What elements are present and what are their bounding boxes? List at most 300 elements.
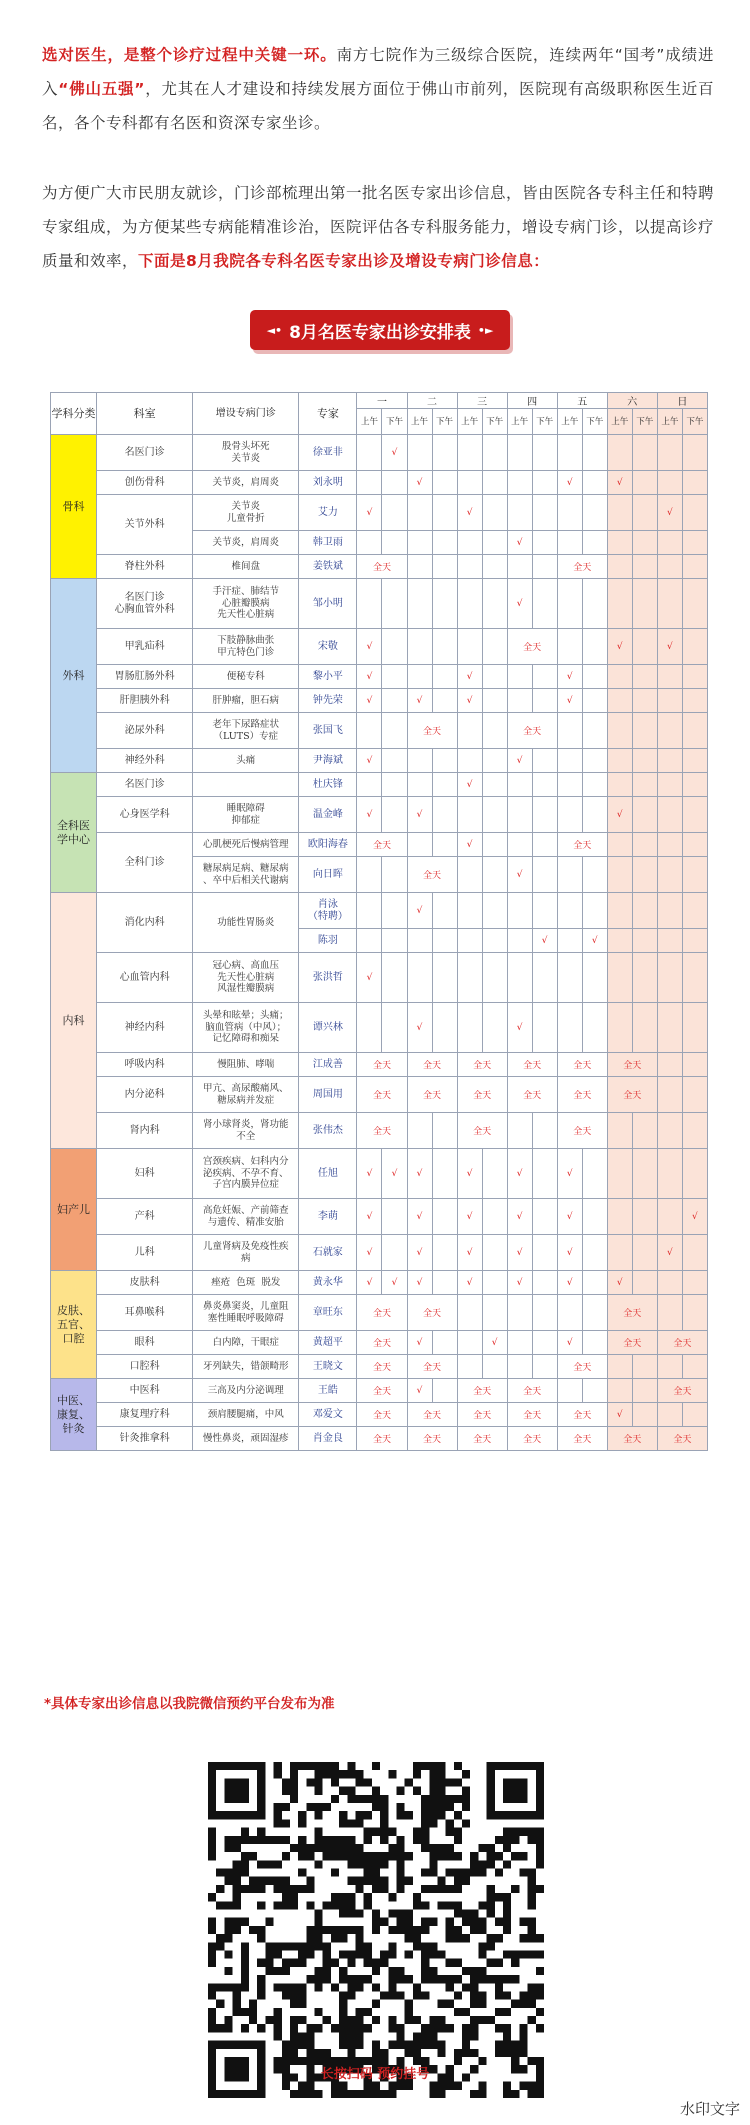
table-row — [51, 713, 708, 749]
specialty-cell: 头痛 — [193, 749, 299, 773]
schedule-cell — [582, 629, 607, 665]
dept-cell: 产科 — [97, 1199, 193, 1235]
schedule-cell: 全天 — [607, 1331, 657, 1355]
schedule-cell — [532, 1235, 557, 1271]
schedule-cell — [357, 471, 382, 495]
schedule-cell: √ — [382, 1149, 407, 1199]
schedule-cell — [482, 1199, 507, 1235]
schedule-cell — [432, 689, 457, 713]
header-am: 上午 — [357, 409, 382, 435]
schedule-cell — [507, 833, 532, 857]
schedule-cell: √ — [657, 629, 682, 665]
schedule-cell: 全天 — [357, 1077, 407, 1113]
expert-cell: 周国用 — [299, 1077, 357, 1113]
schedule-cell — [657, 1271, 682, 1295]
schedule-cell — [532, 531, 557, 555]
category-cell: 内科 — [51, 893, 97, 1149]
schedule-cell: √ — [657, 1235, 682, 1271]
schedule-cell — [607, 857, 632, 893]
header-am: 上午 — [557, 409, 582, 435]
schedule-cell — [532, 689, 557, 713]
schedule-cell — [657, 1295, 682, 1331]
schedule-cell — [432, 929, 457, 953]
schedule-cell — [532, 833, 557, 857]
schedule-cell — [532, 495, 557, 531]
schedule-cell — [457, 797, 482, 833]
category-cell: 骨科 — [51, 435, 97, 579]
schedule-cell — [682, 1271, 707, 1295]
table-row — [51, 1003, 708, 1053]
schedule-cell — [382, 773, 407, 797]
schedule-cell — [382, 1003, 407, 1053]
schedule-cell — [507, 773, 532, 797]
schedule-cell — [632, 953, 657, 1003]
schedule-cell — [657, 1149, 682, 1199]
schedule-cell — [607, 929, 632, 953]
schedule-cell — [507, 929, 532, 953]
schedule-cell: √ — [407, 797, 432, 833]
schedule-cell — [532, 579, 557, 629]
qr-code-image[interactable] — [208, 1762, 544, 2098]
specialty-cell: 肾小球肾炎，肾功能 不全 — [193, 1113, 299, 1149]
schedule-cell — [582, 689, 607, 713]
schedule-cell: 全天 — [407, 1295, 457, 1331]
schedule-cell — [457, 929, 482, 953]
schedule-cell: √ — [457, 1271, 482, 1295]
schedule-cell: √ — [557, 1331, 582, 1355]
expert-cell: 肖泳 （特聘） — [299, 893, 357, 929]
table-row — [51, 471, 708, 495]
schedule-cell — [657, 857, 682, 893]
schedule-cell — [532, 471, 557, 495]
left-arrow-icon: ◄• — [266, 323, 283, 337]
schedule-cell — [682, 953, 707, 1003]
schedule-cell — [607, 713, 632, 749]
schedule-cell — [357, 713, 382, 749]
schedule-cell — [682, 1077, 707, 1113]
schedule-cell: 全天 — [407, 1077, 457, 1113]
schedule-cell — [432, 773, 457, 797]
schedule-cell — [407, 1113, 432, 1149]
schedule-cell — [657, 749, 682, 773]
header-day: 五 — [557, 393, 607, 409]
schedule-cell — [607, 1379, 632, 1403]
schedule-cell: √ — [457, 689, 482, 713]
table-row — [51, 1379, 708, 1403]
dept-cell: 名医门诊 — [97, 773, 193, 797]
header-am: 上午 — [657, 409, 682, 435]
schedule-cell — [632, 749, 657, 773]
schedule-cell: √ — [407, 893, 432, 929]
schedule-cell — [682, 435, 707, 471]
schedule-cell — [357, 531, 382, 555]
schedule-cell — [657, 1403, 682, 1427]
schedule-cell — [407, 555, 432, 579]
schedule-cell — [432, 495, 457, 531]
schedule-cell — [482, 1003, 507, 1053]
schedule-cell — [582, 495, 607, 531]
schedule-cell — [432, 749, 457, 773]
schedule-cell — [482, 833, 507, 857]
schedule-cell — [382, 579, 407, 629]
schedule-cell — [357, 857, 382, 893]
schedule-cell — [607, 689, 632, 713]
schedule-cell — [657, 1199, 682, 1235]
specialty-cell: 宫颈疾病、妇科内分 泌疾病、不孕不育、 子宫内膜异位症 — [193, 1149, 299, 1199]
schedule-cell — [557, 495, 582, 531]
schedule-cell — [532, 893, 557, 929]
schedule-cell — [532, 797, 557, 833]
schedule-cell: 全天 — [607, 1427, 657, 1451]
specialty-cell: 便秘专科 — [193, 665, 299, 689]
schedule-cell — [682, 893, 707, 929]
dept-cell: 皮肤科 — [97, 1271, 193, 1295]
schedule-cell — [607, 833, 632, 857]
schedule-cell — [632, 629, 657, 665]
schedule-cell: √ — [457, 495, 482, 531]
expert-cell: 温金峰 — [299, 797, 357, 833]
schedule-cell — [432, 531, 457, 555]
schedule-cell — [432, 893, 457, 929]
schedule-cell: √ — [357, 1271, 382, 1295]
expert-cell: 王皓 — [299, 1379, 357, 1403]
schedule-cell — [407, 579, 432, 629]
expert-cell: 王晓文 — [299, 1355, 357, 1379]
schedule-cell: √ — [507, 531, 532, 555]
schedule-cell: √ — [607, 1403, 632, 1427]
header-dept: 科室 — [97, 393, 193, 435]
schedule-cell — [682, 629, 707, 665]
schedule-cell — [607, 749, 632, 773]
schedule-cell — [407, 495, 432, 531]
schedule-cell — [382, 953, 407, 1003]
header-day: 一 — [357, 393, 407, 409]
schedule-cell — [632, 893, 657, 929]
schedule-cell: √ — [507, 1003, 532, 1053]
category-cell: 妇产儿 — [51, 1149, 97, 1271]
schedule-cell: 全天 — [457, 1113, 507, 1149]
schedule-cell — [682, 713, 707, 749]
schedule-cell — [482, 857, 507, 893]
expert-cell: 肖金良 — [299, 1427, 357, 1451]
schedule-cell: 全天 — [557, 555, 607, 579]
schedule-cell — [682, 665, 707, 689]
schedule-cell: √ — [357, 629, 382, 665]
header-day: 三 — [457, 393, 507, 409]
schedule-cell: 全天 — [507, 1427, 557, 1451]
schedule-cell — [382, 929, 407, 953]
schedule-cell: 全天 — [557, 833, 607, 857]
schedule-cell — [432, 953, 457, 1003]
schedule-cell — [407, 665, 432, 689]
schedule-cell: 全天 — [607, 1295, 657, 1331]
schedule-cell: √ — [357, 665, 382, 689]
schedule-cell: 全天 — [357, 1379, 407, 1403]
schedule-cell — [682, 531, 707, 555]
schedule-cell — [407, 531, 432, 555]
specialty-cell: 手汗症、肺结节 心脏瓣膜病 先天性心脏病 — [193, 579, 299, 629]
header-day: 日 — [657, 393, 707, 409]
specialty-cell: 睡眠障碍 抑郁症 — [193, 797, 299, 833]
schedule-cell — [682, 749, 707, 773]
table-row — [51, 833, 708, 857]
schedule-cell — [457, 749, 482, 773]
header-day: 六 — [607, 393, 657, 409]
schedule-cell — [407, 629, 432, 665]
schedule-cell — [532, 1331, 557, 1355]
specialty-cell: 高危妊娠、产前筛查 与遗传、精准安胎 — [193, 1199, 299, 1235]
schedule-cell: √ — [607, 471, 632, 495]
dept-cell: 胃肠肛肠外科 — [97, 665, 193, 689]
schedule-cell — [657, 555, 682, 579]
dept-cell: 康复理疗科 — [97, 1403, 193, 1427]
schedule-cell: 全天 — [657, 1379, 707, 1403]
specialty-cell: 慢阻肺、哮喘 — [193, 1053, 299, 1077]
schedule-cell — [607, 435, 632, 471]
specialty-cell: 儿童肾病及免疫性疾 病 — [193, 1235, 299, 1271]
schedule-cell — [607, 1199, 632, 1235]
schedule-cell: 全天 — [507, 713, 557, 749]
schedule-cell — [432, 665, 457, 689]
schedule-cell: √ — [407, 471, 432, 495]
schedule-cell — [482, 531, 507, 555]
schedule-cell — [582, 1379, 607, 1403]
schedule-cell — [482, 1235, 507, 1271]
schedule-cell — [682, 773, 707, 797]
schedule-cell: 全天 — [557, 1427, 607, 1451]
schedule-cell — [482, 495, 507, 531]
schedule-cell — [632, 797, 657, 833]
schedule-cell — [632, 773, 657, 797]
schedule-cell — [632, 1355, 657, 1379]
schedule-cell: √ — [657, 495, 682, 531]
dept-cell: 名医门诊 心胸血管外科 — [97, 579, 193, 629]
dept-cell: 神经外科 — [97, 749, 193, 773]
specialty-cell: 鼻炎鼻窦炎，儿童阻 塞性睡眠呼吸障碍 — [193, 1295, 299, 1331]
schedule-cell: 全天 — [607, 1053, 657, 1077]
schedule-cell — [507, 1295, 532, 1331]
schedule-cell — [382, 797, 407, 833]
schedule-cell — [432, 471, 457, 495]
schedule-cell — [507, 665, 532, 689]
schedule-cell — [657, 1113, 682, 1149]
schedule-cell — [682, 555, 707, 579]
schedule-cell — [682, 1053, 707, 1077]
expert-cell: 章旺东 — [299, 1295, 357, 1331]
dept-cell: 创伤骨科 — [97, 471, 193, 495]
table-row — [51, 1149, 708, 1199]
schedule-cell — [382, 893, 407, 929]
category-cell: 外科 — [51, 579, 97, 773]
schedule-cell — [457, 953, 482, 1003]
schedule-cell — [482, 629, 507, 665]
schedule-cell — [632, 435, 657, 471]
schedule-cell: √ — [532, 929, 557, 953]
expert-cell: 张国飞 — [299, 713, 357, 749]
category-cell: 皮肤、 五官、 口腔 — [51, 1271, 97, 1379]
dept-cell: 心血管内科 — [97, 953, 193, 1003]
schedule-cell — [557, 857, 582, 893]
expert-cell: 向日晖 — [299, 857, 357, 893]
schedule-cell — [407, 833, 432, 857]
schedule-cell: √ — [557, 689, 582, 713]
expert-cell: 钟先荣 — [299, 689, 357, 713]
table-row — [51, 1331, 708, 1355]
schedule-cell — [482, 773, 507, 797]
schedule-cell — [557, 953, 582, 1003]
schedule-cell — [532, 1199, 557, 1235]
table-row — [51, 1427, 708, 1451]
schedule-cell — [382, 749, 407, 773]
schedule-cell — [557, 579, 582, 629]
schedule-cell — [482, 689, 507, 713]
dept-cell: 耳鼻喉科 — [97, 1295, 193, 1331]
specialty-cell: 关节炎，肩周炎 — [193, 471, 299, 495]
expert-cell: 张伟杰 — [299, 1113, 357, 1149]
schedule-cell — [382, 1235, 407, 1271]
table-row — [51, 1403, 708, 1427]
schedule-cell — [582, 953, 607, 1003]
specialty-cell: 功能性胃肠炎 — [193, 893, 299, 953]
schedule-cell — [657, 665, 682, 689]
schedule-cell: 全天 — [657, 1331, 707, 1355]
schedule-cell — [482, 435, 507, 471]
intro-paragraph-1: 选对医生，是整个诊疗过程中关键一环。南方七院作为三级综合医院，连续两年“国考”成绩进入“佛山五强”，尤其在人才建设和持续发展方面位于佛山市前列，医院现有高级职称医生近百名，各个专科都有名医和资深专家坐诊。 — [42, 46, 714, 132]
schedule-cell — [432, 1149, 457, 1199]
header-pm: 下午 — [632, 409, 657, 435]
expert-cell: 姜铁斌 — [299, 555, 357, 579]
schedule-cell — [457, 857, 482, 893]
specialty-cell: 甲亢、高尿酸痛风、 糖尿病并发症 — [193, 1077, 299, 1113]
table-row — [51, 773, 708, 797]
schedule-cell — [632, 1235, 657, 1271]
schedule-cell — [607, 1113, 632, 1149]
schedule-cell — [457, 579, 482, 629]
expert-cell: 黄超平 — [299, 1331, 357, 1355]
schedule-cell: √ — [507, 1271, 532, 1295]
schedule-cell — [607, 893, 632, 929]
schedule-cell — [682, 689, 707, 713]
table-row — [51, 665, 708, 689]
schedule-cell: √ — [457, 1149, 482, 1199]
specialty-cell: 关节炎 儿童骨折 — [193, 495, 299, 531]
schedule-cell: 全天 — [407, 713, 457, 749]
table-row — [51, 893, 708, 929]
schedule-cell — [657, 689, 682, 713]
schedule-cell — [507, 953, 532, 1003]
schedule-cell: √ — [407, 1003, 432, 1053]
header-expert: 专家 — [299, 393, 357, 435]
schedule-cell — [557, 1379, 582, 1403]
schedule-cell — [507, 1355, 532, 1379]
schedule-cell — [632, 665, 657, 689]
schedule-cell — [632, 555, 657, 579]
schedule-cell — [432, 1003, 457, 1053]
watermark: 水印文字 — [679, 2100, 740, 2118]
schedule-cell — [457, 1003, 482, 1053]
schedule-cell — [482, 797, 507, 833]
dept-cell: 内分泌科 — [97, 1077, 193, 1113]
schedule-cell — [432, 1235, 457, 1271]
schedule-cell: 全天 — [407, 1355, 457, 1379]
schedule-cell — [632, 929, 657, 953]
schedule-cell — [507, 797, 532, 833]
schedule-cell: √ — [507, 1149, 532, 1199]
schedule-cell — [432, 1271, 457, 1295]
footnote: *具体专家出诊信息以我院微信预约平台发布为准 — [44, 1696, 335, 1712]
schedule-cell: √ — [407, 1271, 432, 1295]
schedule-cell: 全天 — [557, 1053, 607, 1077]
schedule-cell: 全天 — [407, 1053, 457, 1077]
schedule-cell — [657, 471, 682, 495]
schedule-cell: 全天 — [357, 1113, 407, 1149]
header-am: 上午 — [407, 409, 432, 435]
schedule-cell — [557, 749, 582, 773]
specialty-cell: 老年下尿路症状 （LUTS）专症 — [193, 713, 299, 749]
schedule-cell — [382, 471, 407, 495]
schedule-cell — [607, 1235, 632, 1271]
schedule-cell — [432, 579, 457, 629]
expert-cell: 邹小明 — [299, 579, 357, 629]
schedule-cell — [657, 833, 682, 857]
schedule-cell — [582, 1149, 607, 1199]
header-am: 上午 — [507, 409, 532, 435]
header-day: 四 — [507, 393, 557, 409]
schedule-cell — [632, 1271, 657, 1295]
schedule-cell: 全天 — [357, 1331, 407, 1355]
table-row — [51, 1235, 708, 1271]
schedule-cell — [682, 1003, 707, 1053]
schedule-cell: 全天 — [457, 1427, 507, 1451]
schedule-cell — [532, 1149, 557, 1199]
schedule-cell: √ — [357, 797, 382, 833]
schedule-cell — [682, 1403, 707, 1427]
header-pm: 下午 — [582, 409, 607, 435]
schedule-cell: √ — [457, 665, 482, 689]
specialty-cell: 白内障，干眼症 — [193, 1331, 299, 1355]
schedule-banner — [250, 310, 510, 350]
schedule-cell — [407, 435, 432, 471]
schedule-cell — [407, 749, 432, 773]
schedule-cell: √ — [482, 1331, 507, 1355]
header-pm: 下午 — [532, 409, 557, 435]
schedule-cell — [457, 629, 482, 665]
schedule-cell — [682, 471, 707, 495]
table-row — [51, 629, 708, 665]
header-am: 上午 — [457, 409, 482, 435]
schedule-cell — [657, 953, 682, 1003]
schedule-cell: √ — [357, 749, 382, 773]
specialty-cell: 痤疮 色斑 脱发 — [193, 1271, 299, 1295]
schedule-cell — [582, 773, 607, 797]
table-row — [51, 1053, 708, 1077]
schedule-cell: 全天 — [357, 1427, 407, 1451]
table-row — [51, 1199, 708, 1235]
schedule-cell — [507, 555, 532, 579]
schedule-cell — [482, 713, 507, 749]
schedule-cell — [382, 713, 407, 749]
schedule-cell — [582, 1003, 607, 1053]
schedule-cell — [507, 1113, 532, 1149]
table-row — [51, 555, 708, 579]
schedule-cell: √ — [557, 1199, 582, 1235]
dept-cell: 甲乳疝科 — [97, 629, 193, 665]
schedule-cell: √ — [407, 1235, 432, 1271]
schedule-cell: √ — [507, 857, 532, 893]
category-cell: 中医、 康复、 针灸 — [51, 1379, 97, 1451]
header-specialty: 增设专病门诊 — [193, 393, 299, 435]
schedule-cell — [532, 555, 557, 579]
